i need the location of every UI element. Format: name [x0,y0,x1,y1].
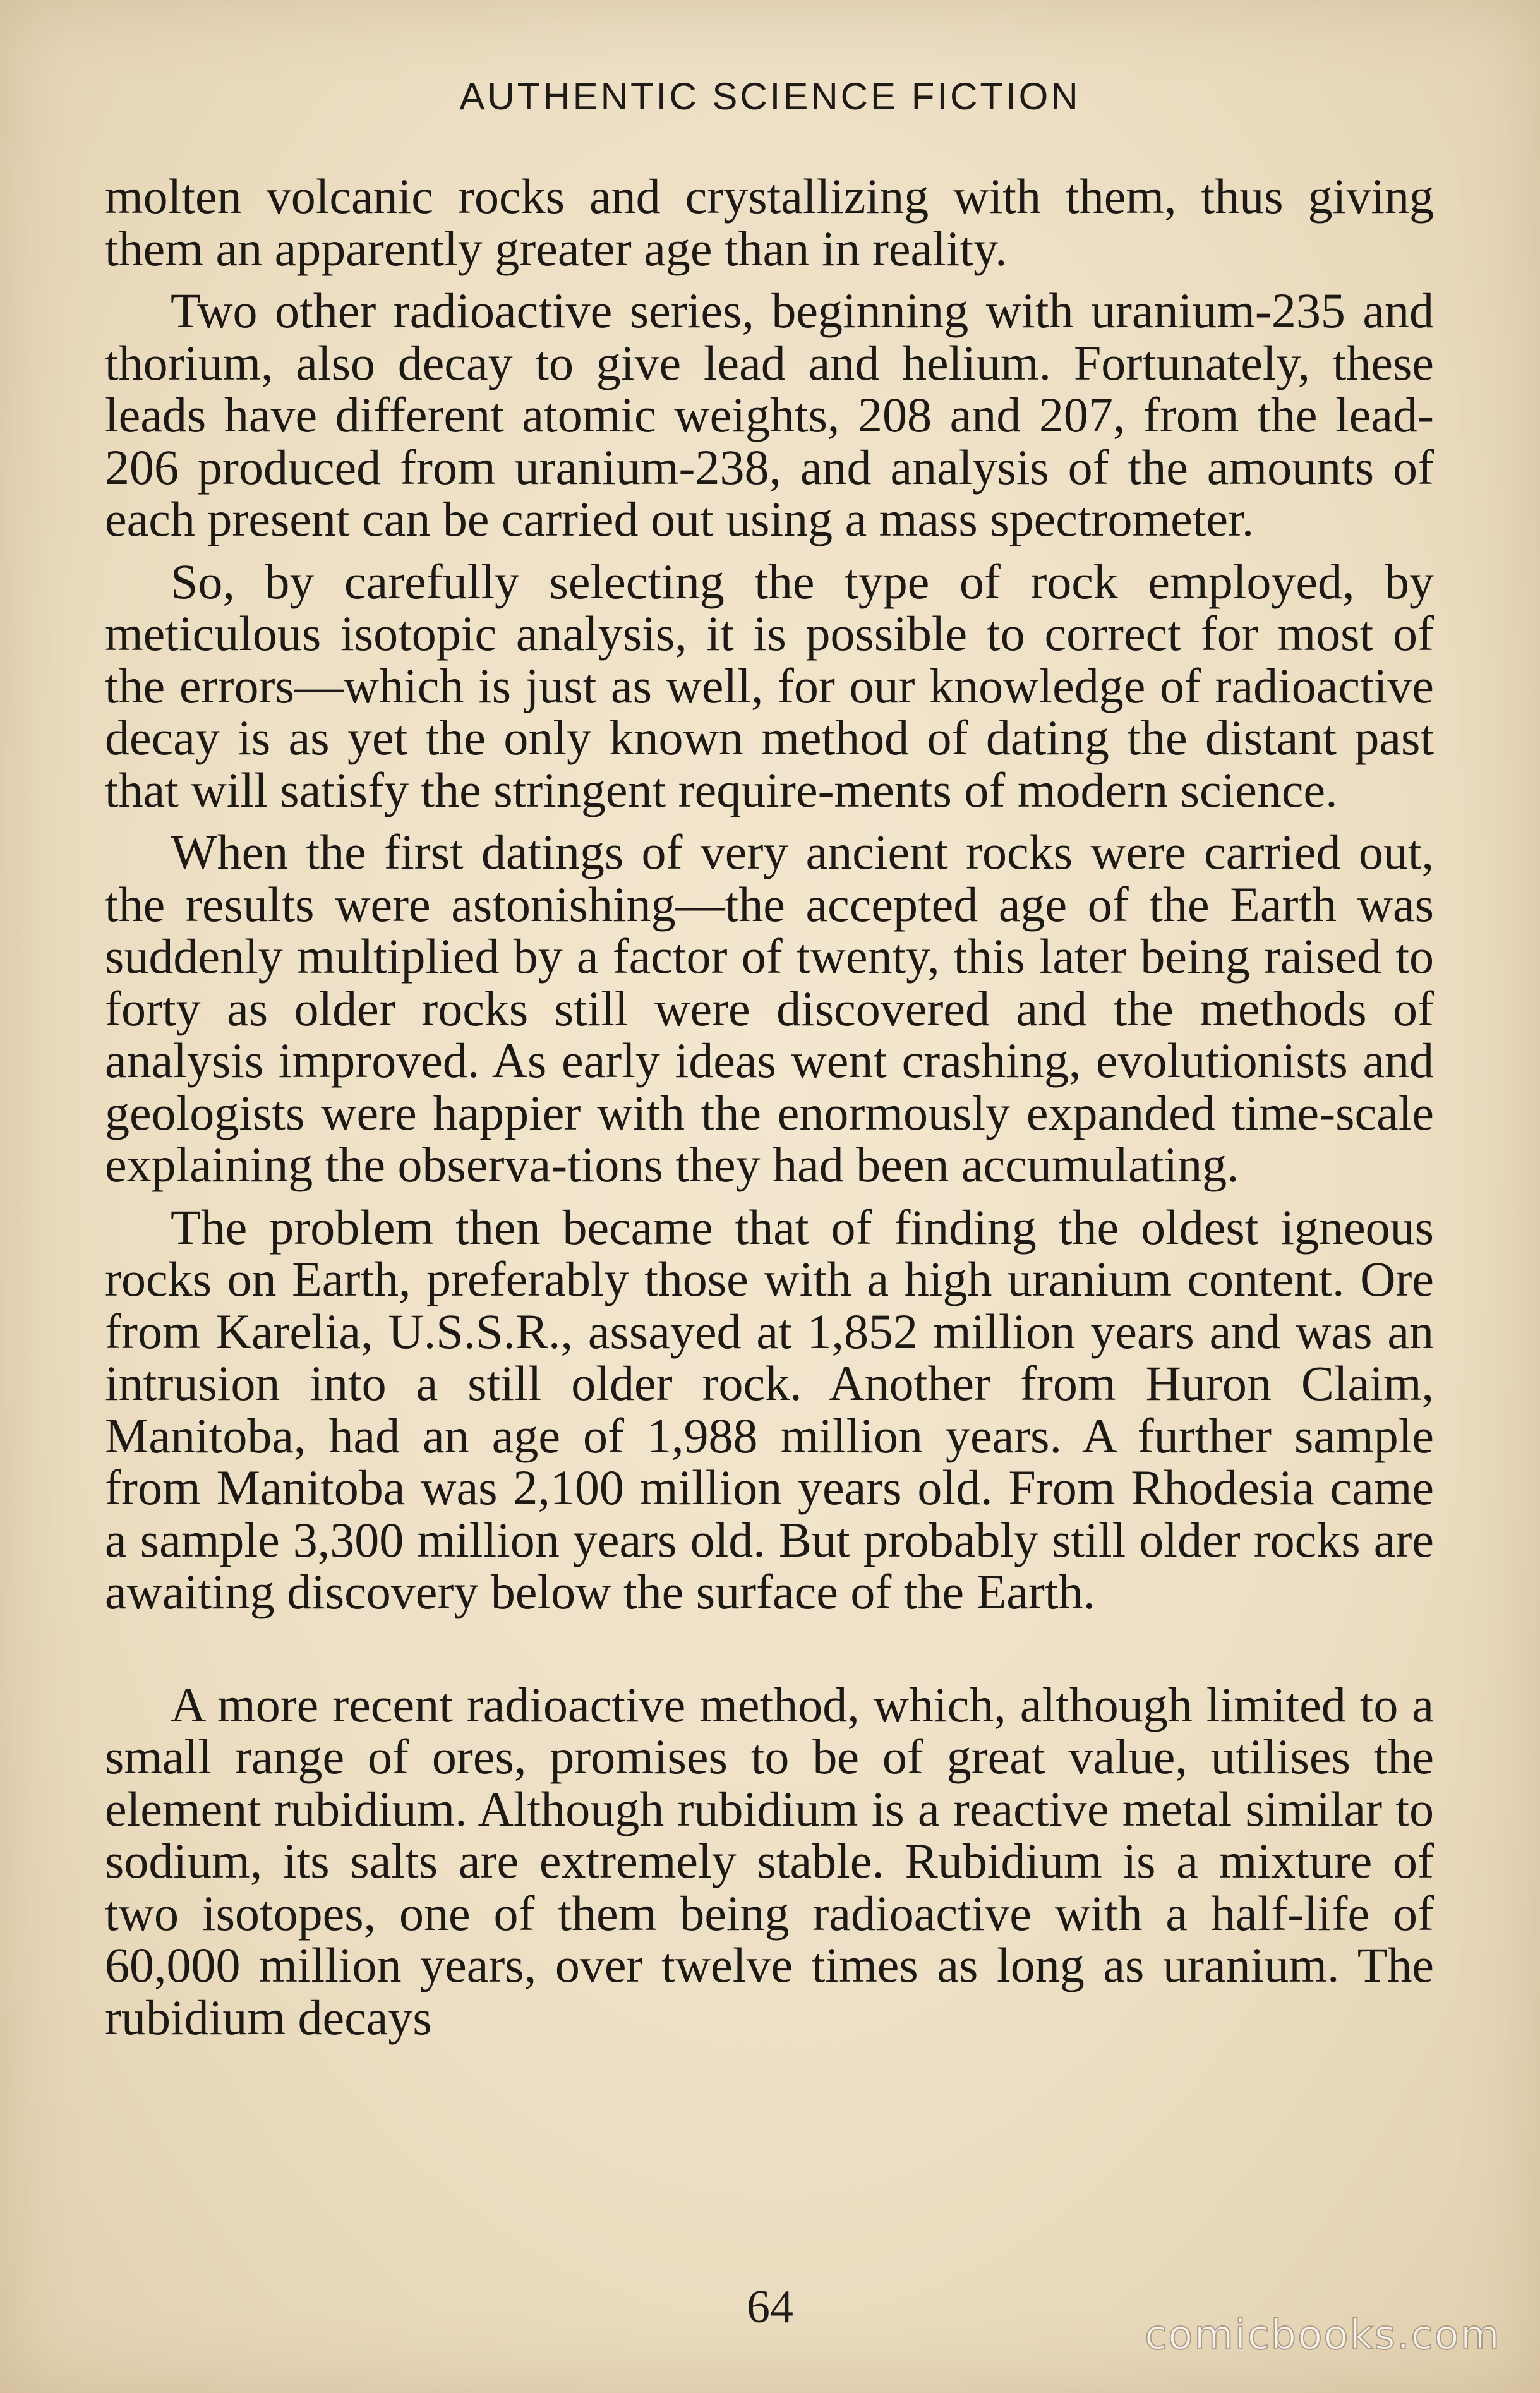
running-head: AUTHENTIC SCIENCE FICTION [459,75,1081,118]
body-text [105,171,1434,2044]
watermark: comicbooks.com [1144,2312,1501,2359]
paragraph: A more recent radioactive method, which, although limited to a small range of ores, promises to be of great value, utilises the element rubidium. Although rubidium is a reactive metal similar to sodium, its salts are extremely stable. Rubidium is a mixture of two isotopes, one of them being radioactive with a half-life of 60,000 million years, over twelve times as long as uranium. The rubidium decays [105,1677,1434,2045]
paragraph: So, by carefully selecting the type of rock employed, by meticulous isotopic analysis, it is possible to correct for most of the errors—which is just as well, for our knowledge of radioactive decay is as yet the only known method of dating the distant past that will satisfy the stringent require-ments of modern science. [105,553,1434,817]
paragraph: When the first datings of very ancient rocks were carried out, the results were astonishing—the accepted age of the Earth was suddenly multiplied by a factor of twenty, this later being raised to forty as older rocks still were discovered and the methods of analysis improved. As early ideas went crashing, evolutionists and geologists were happier with the enormously expanded time-scale explaining the observa-tions they had been accumulating. [105,824,1434,1192]
page-number: 64 [747,2281,793,2333]
paragraph: Two other radioactive series, beginning with uranium-235 and thorium, also decay to give lead and helium. Fortunately, these leads have different atomic weights, 208 and 207, from the lead-206 produced from uranium-238, and analysis of the amounts of each present can be carried out using a mass spectrometer. [105,283,1434,546]
paragraph: molten volcanic rocks and crystallizing with them, thus giving them an apparently greater age than in reality. [105,169,1434,276]
paragraph: The problem then became that of finding the oldest igneous rocks on Earth, preferably those with a high uranium content. Ore from Karelia, U.S.S.R., assayed at 1,852 million years and was an intrusion into a still older rock. Another from Huron Claim, Manitoba, had an age of 1,988 million years. A further sample from Manitoba was 2,100 million years old. From Rhodesia came a sample 3,300 million years old. But probably still older rocks are awaiting discovery below the surface of the Earth. [105,1199,1434,1619]
